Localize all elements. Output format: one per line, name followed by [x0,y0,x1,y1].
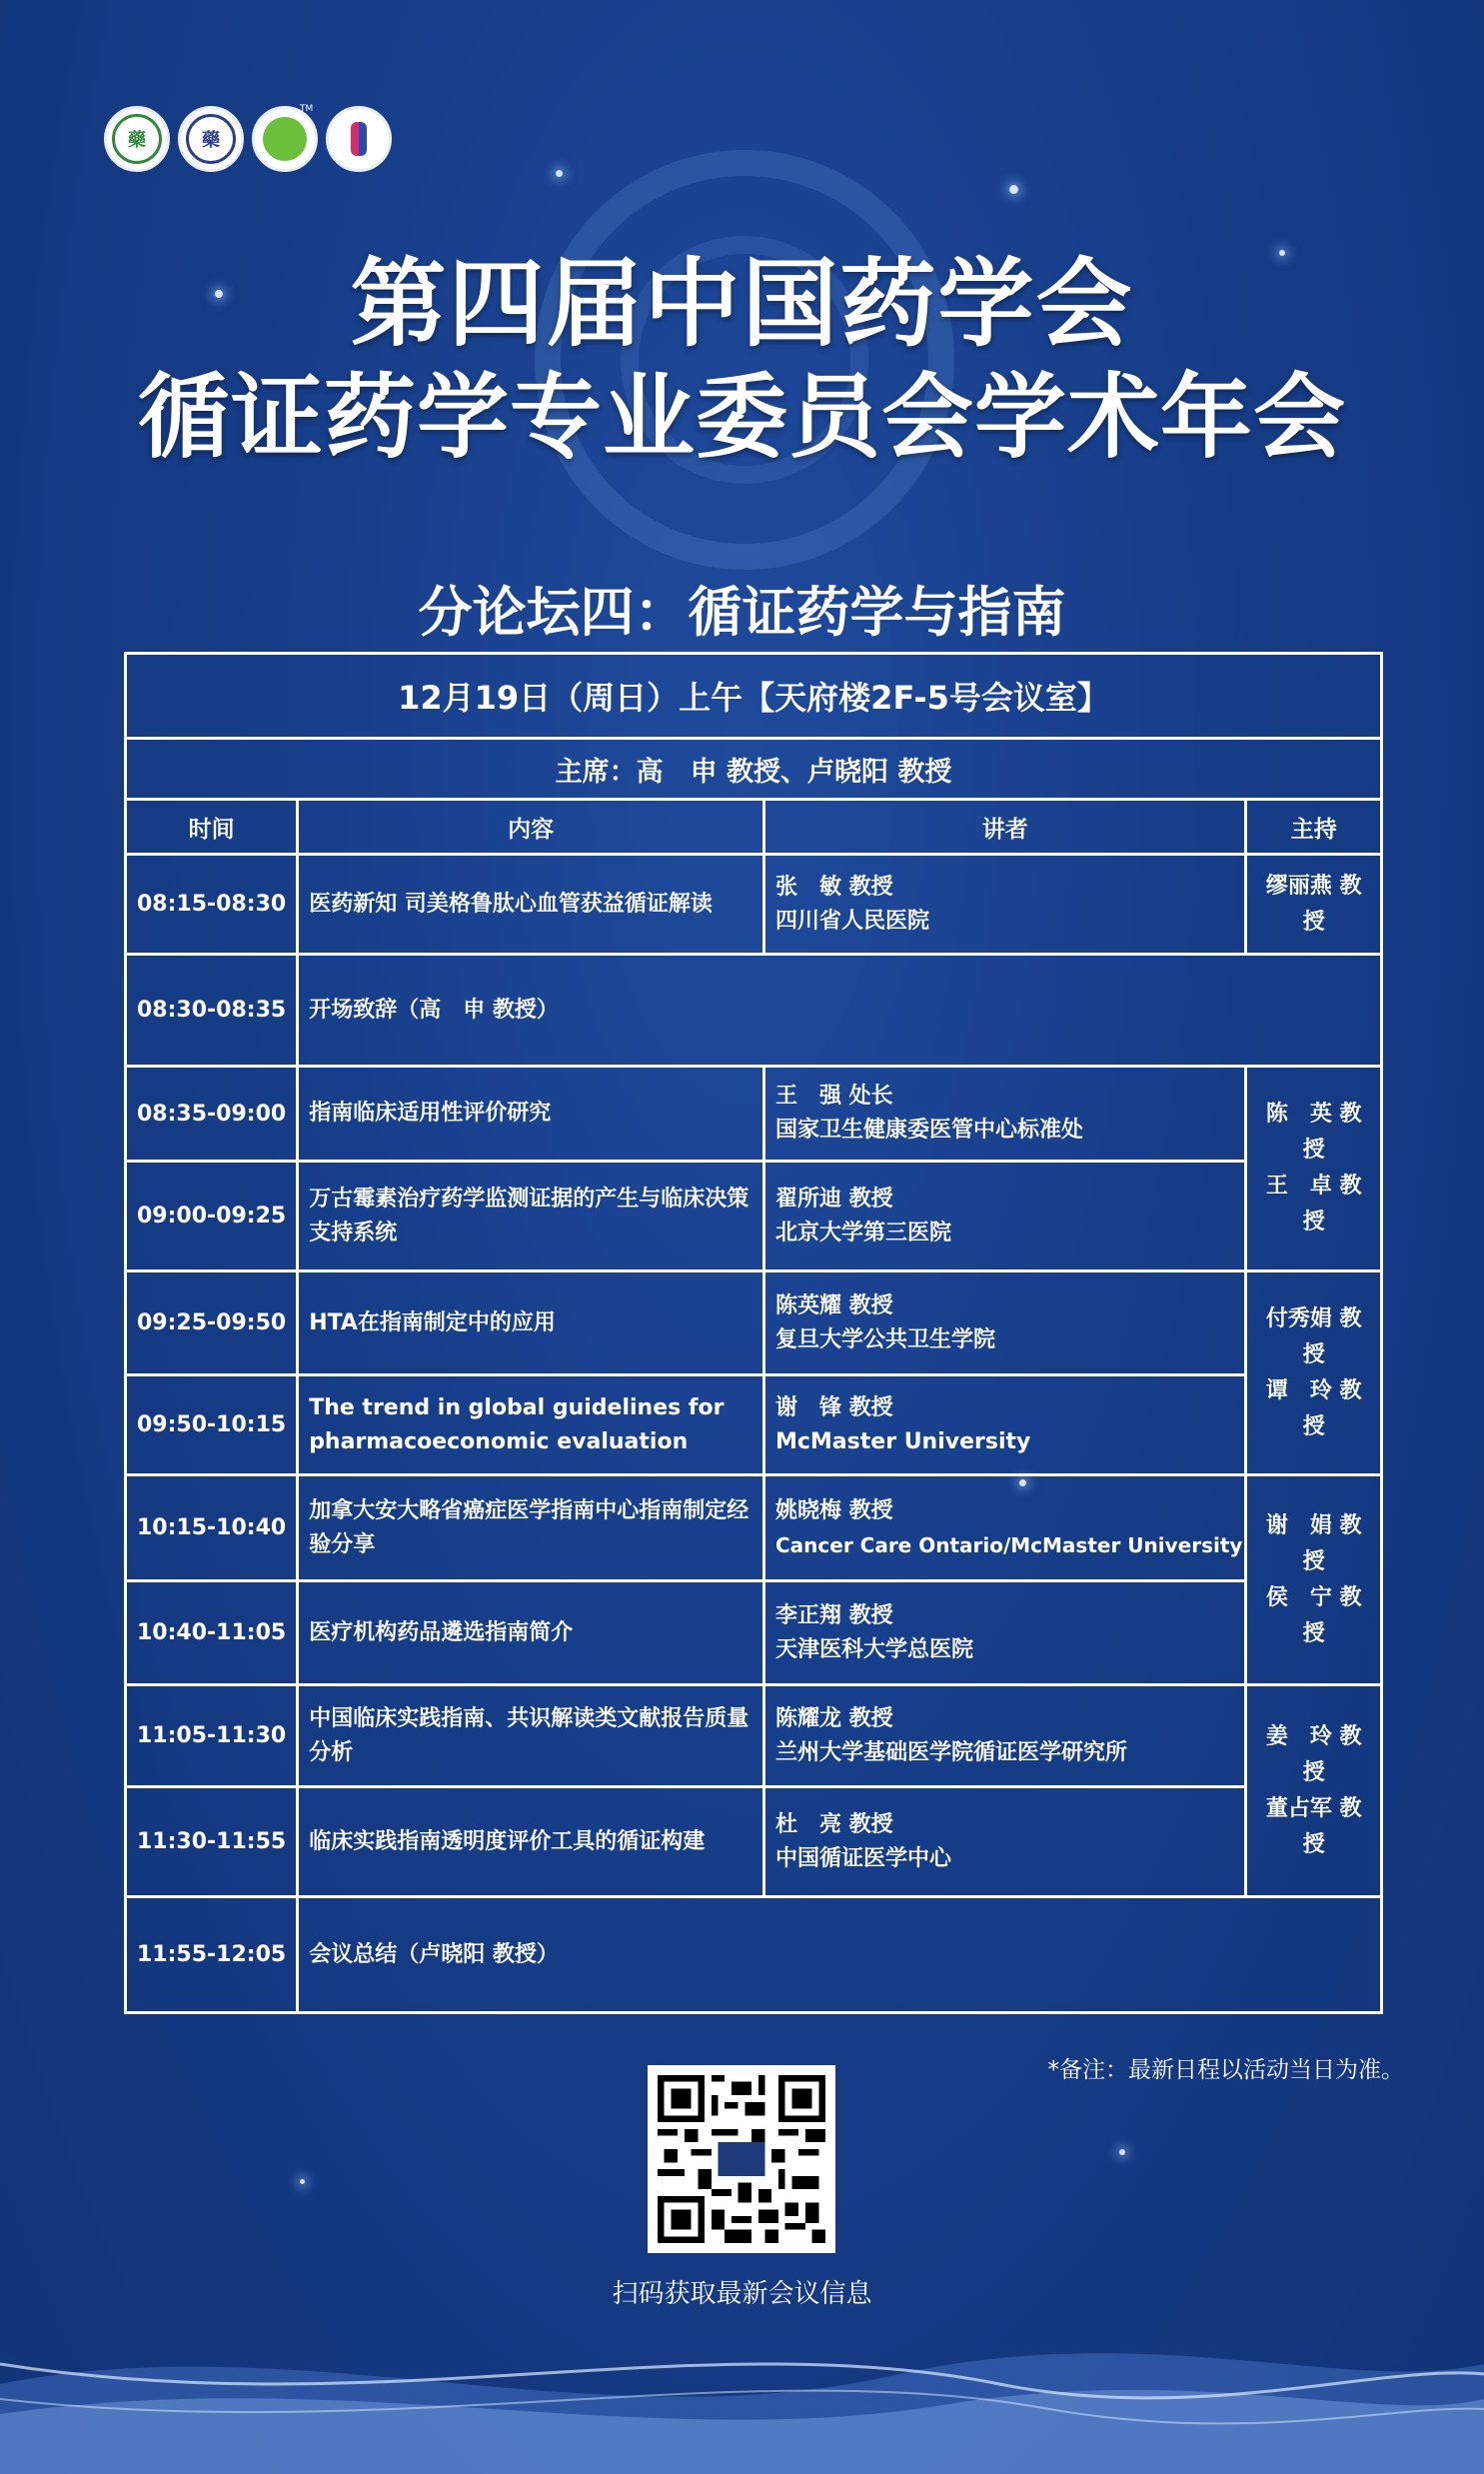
session-time: 09:00-09:25 [126,1162,298,1271]
page-title-line1: 第四届中国药学会 [350,248,1134,360]
table-row [126,1162,1382,1271]
evidence-pharmacy-logo [252,106,318,172]
session-speaker [763,1067,1245,1162]
host-name: 王 卓 教授 [1265,1174,1362,1235]
speaker-org: McMaster University [774,1428,1031,1454]
chairs: 主席：高 申 教授、卢晓阳 教授 [126,739,1382,800]
host-name: 董占军 教授 [1265,1795,1362,1857]
session-content: 医药新知 司美格鲁肽心血管获益循证解读 [298,855,764,955]
session-content: HTA在指南制定中的应用 [298,1271,764,1375]
header-host: 主持 [1246,800,1382,855]
session-speaker [763,1375,1245,1475]
session-time: 10:15-10:40 [126,1475,298,1581]
session-content: 指南临床适用性评价研究 [298,1067,764,1162]
table-row [126,1897,1382,2013]
sponsor-logo [326,106,392,172]
session-content: 万古霉素治疗药学监测证据的产生与临床决策支持系统 [298,1162,764,1271]
session-content: 中国临床实践指南、共识解读类文献报告质量分析 [298,1685,764,1787]
header-content: 内容 [298,800,764,855]
session-host [1246,1067,1382,1271]
session-content: 加拿大安大略省癌症医学指南中心指南制定经验分享 [298,1475,764,1581]
session-time: 11:55-12:05 [126,1897,298,2013]
speaker-name: 杜 亮 教授 [774,1811,893,1837]
sichuan-pharmacy-logo [178,106,244,172]
speaker-org: 四川省人民医院 [774,908,929,934]
speaker-name: 翟所迪 教授 [774,1186,893,1212]
table-row [126,1581,1382,1685]
speaker-org: 中国循证医学中心 [774,1845,951,1871]
organizer-logos [104,106,392,172]
speaker-org: 北京大学第三医院 [774,1220,951,1245]
date-venue: 12月19日（周日）上午【天府楼2F-5号会议室】 [126,654,1382,739]
host-name: 姜 玲 教授 [1265,1723,1362,1785]
session-time: 11:05-11:30 [126,1685,298,1787]
table-row [126,1475,1382,1581]
speaker-name: 姚晓梅 教授 [774,1497,893,1523]
session-content: The trend in global guidelines for pharmacoeconomic evaluation [298,1375,764,1475]
session-speaker [763,1787,1245,1897]
qr-code-icon [658,2075,825,2243]
speaker-org: Cancer Care Ontario/McMaster University [774,1532,1243,1557]
date-venue-row [126,654,1382,739]
logo-3-mark [263,117,307,161]
chairs-row [126,739,1382,800]
speaker-name: 张 敏 教授 [774,874,893,900]
session-time: 09:50-10:15 [126,1375,298,1475]
session-content: 会议总结（卢晓阳 教授） [298,1897,1382,2013]
speaker-org: 复旦大学公共卫生学院 [774,1326,995,1352]
session-time: 11:30-11:55 [126,1787,298,1897]
pharmacy-society-logo [104,106,170,172]
session-time: 08:35-09:00 [126,1067,298,1162]
session-speaker [763,1271,1245,1375]
session-speaker [763,1475,1245,1581]
session-speaker [763,1685,1245,1787]
page-title-line2: 循证药学专业委员会学术年会 [137,364,1346,471]
table-row [126,1787,1382,1897]
session-host [1246,1271,1382,1475]
speaker-name: 陈耀龙 教授 [774,1705,893,1731]
forum-subtitle: 分论坛四：循证药学与指南 [418,581,1066,644]
logo-2-mark: 藥 [186,114,236,164]
session-host: 缪丽燕 教授 [1246,855,1382,955]
table-row [126,1271,1382,1375]
schedule-table [124,652,1383,2014]
session-time: 08:30-08:35 [126,955,298,1067]
speaker-name: 李正翔 教授 [774,1602,893,1628]
session-time: 08:15-08:30 [126,855,298,955]
speaker-org: 兰州大学基础医学院循证医学研究所 [774,1739,1127,1765]
host-name: 谭 玲 教授 [1265,1377,1362,1439]
qr-code[interactable] [648,2065,835,2253]
header-speaker: 讲者 [763,800,1245,855]
trademark-mark: TM [300,104,314,114]
speaker-org: 天津医科大学总医院 [774,1636,973,1662]
host-name: 侯 宁 教授 [1265,1584,1362,1646]
session-speaker [763,1581,1245,1685]
session-time: 10:40-11:05 [126,1581,298,1685]
table-row [126,1375,1382,1475]
speaker-name: 谢 锋 教授 [774,1394,893,1420]
table-row [126,955,1382,1067]
header-time: 时间 [126,800,298,855]
qr-caption: 扫码获取最新会议信息 [612,2279,872,2309]
schedule-note: *备注：最新日程以活动当日为准。 [1047,2057,1404,2083]
speaker-name: 王 强 处长 [774,1084,893,1109]
table-row [126,1685,1382,1787]
table-header-row [126,800,1382,855]
session-time: 09:25-09:50 [126,1271,298,1375]
session-content: 开场致辞（高 申 教授） [298,955,1382,1067]
speaker-org: 国家卫生健康委医管中心标准处 [774,1118,1083,1143]
host-name: 谢 娟 教授 [1265,1512,1362,1574]
session-speaker [763,1162,1245,1271]
session-speaker [763,855,1245,955]
bottom-wave-decoration [0,2304,1484,2474]
session-host [1246,1685,1382,1897]
logo-4-mark [351,122,367,156]
table-row [126,1067,1382,1162]
logo-1-mark: 藥 [112,114,162,164]
speaker-name: 陈英耀 教授 [774,1292,893,1318]
session-content: 医疗机构药品遴选指南简介 [298,1581,764,1685]
session-content: 临床实践指南透明度评价工具的循证构建 [298,1787,764,1897]
host-name: 付秀娟 教授 [1265,1305,1362,1367]
host-name: 陈 英 教授 [1265,1102,1362,1163]
session-host [1246,1475,1382,1685]
table-row [126,855,1382,955]
